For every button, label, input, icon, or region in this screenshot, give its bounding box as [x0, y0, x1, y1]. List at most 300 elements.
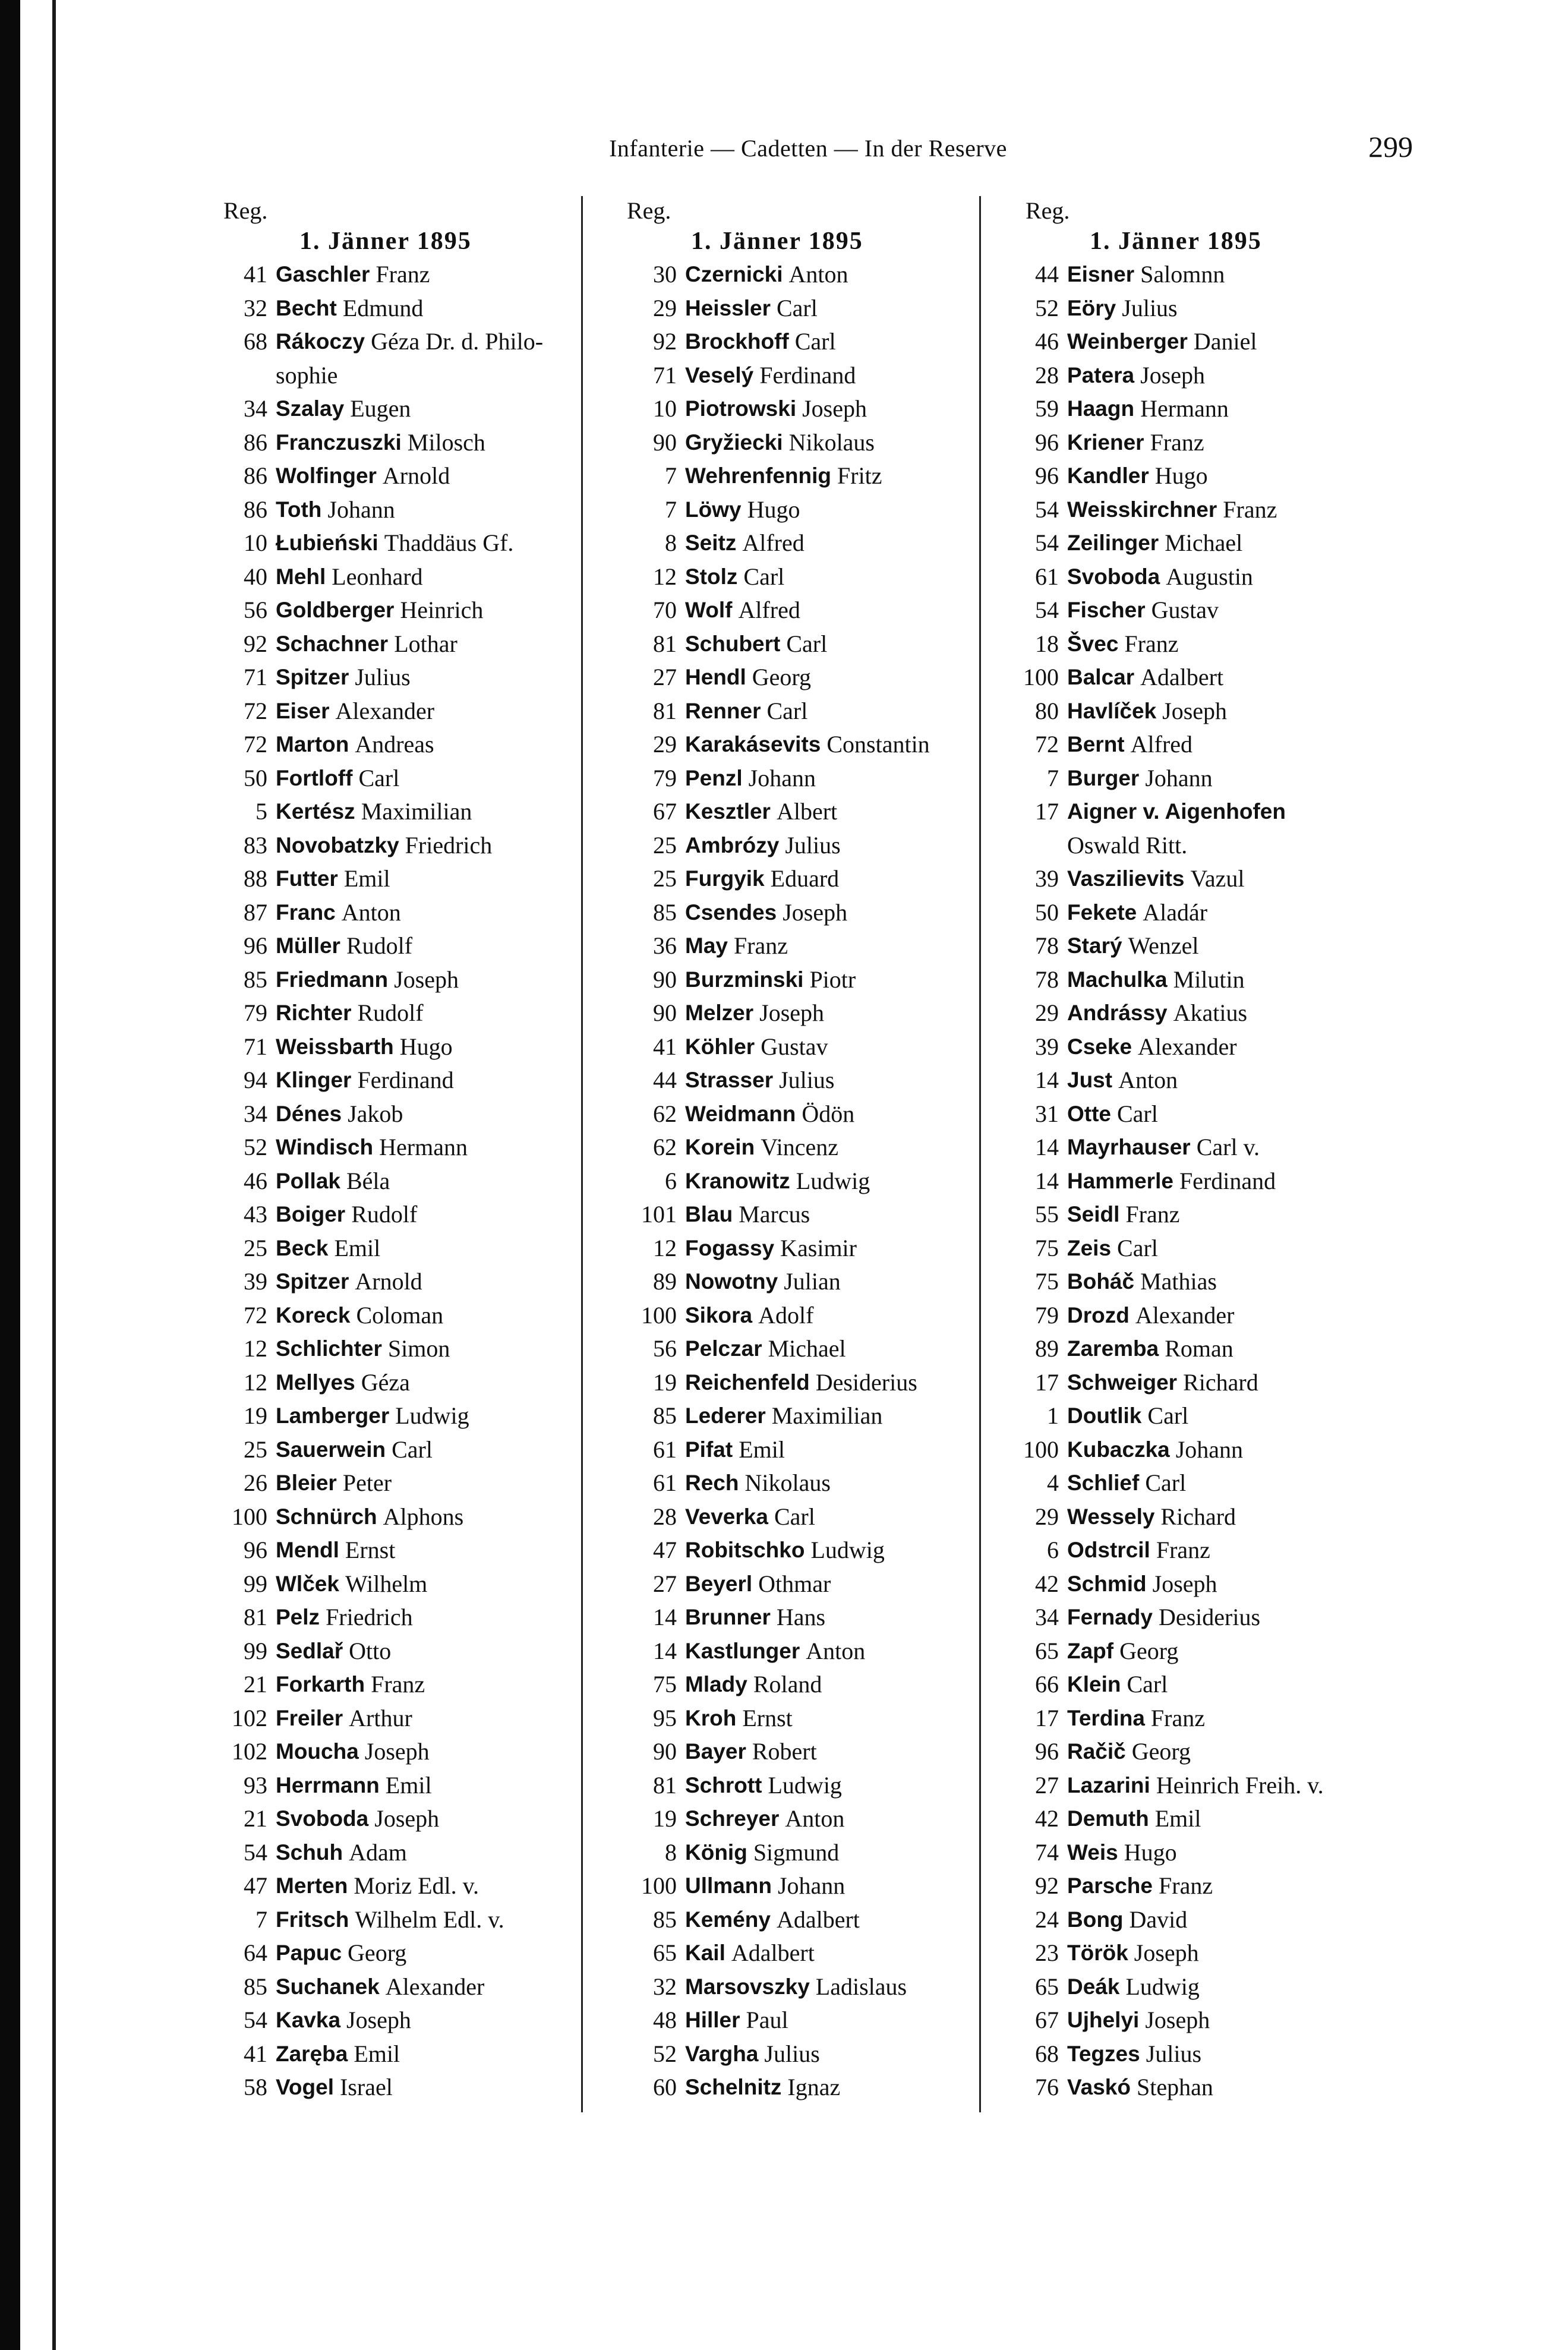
given-name: Friedrich: [326, 1604, 413, 1630]
given-name: Joseph: [1140, 361, 1206, 389]
cadet-entry: [620, 1567, 989, 1601]
given-name: Johann: [1145, 764, 1213, 791]
surname: Koreck: [276, 1302, 351, 1327]
regiment-number: 90: [653, 1738, 677, 1765]
given-name: Julius: [764, 2040, 820, 2067]
regiment-number: 96: [1035, 1738, 1059, 1765]
cadet-entry: [189, 1903, 605, 1937]
cadet-entry: [1018, 1702, 1434, 1736]
cadet-entry: [1018, 560, 1434, 594]
given-name: Julius: [1146, 2040, 1202, 2067]
surname: Zaremba: [1067, 1336, 1159, 1361]
surname: Strasser: [685, 1068, 774, 1092]
surname: Friedmann: [276, 967, 389, 992]
surname: Ujhelyi: [1067, 2008, 1140, 2032]
surname: Burger: [1067, 765, 1140, 790]
given-name: Adalbert: [1140, 664, 1224, 690]
given-name: Coloman: [356, 1301, 444, 1329]
surname: Bayer: [685, 1739, 746, 1764]
given-name: Julius: [1122, 294, 1178, 321]
given-name: Franz: [1223, 496, 1277, 523]
regiment-number: 12: [653, 563, 677, 590]
regiment-number: 29: [653, 294, 677, 321]
surname: Havlíček: [1067, 698, 1157, 723]
regiment-number: 17: [1035, 798, 1059, 825]
regiment-number: 43: [244, 1201, 267, 1228]
given-name: Ludwig: [395, 1402, 469, 1429]
regiment-number: 92: [244, 630, 267, 657]
given-name: Oswald Ritt.: [1067, 831, 1188, 859]
cadet-entry: [189, 896, 605, 930]
regiment-number: 42: [1035, 1805, 1059, 1832]
cadet-entry: [189, 627, 605, 661]
cadet-entry: [620, 1064, 989, 1097]
regiment-number: 66: [1035, 1671, 1059, 1698]
regiment-number: 81: [244, 1604, 267, 1630]
cadet-entry: [620, 1802, 989, 1836]
regiment-number: 8: [665, 529, 677, 556]
regiment-number: 31: [1035, 1100, 1059, 1127]
surname: Schnürch: [276, 1504, 377, 1529]
regiment-number: 90: [653, 999, 677, 1026]
regiment-number: 96: [244, 1537, 267, 1563]
given-name: Marcus: [739, 1201, 810, 1228]
cadet-entry: [1018, 762, 1434, 796]
cadet-entry: [1018, 1534, 1434, 1567]
surname: Marton: [276, 732, 349, 756]
cadet-entry: [1018, 325, 1434, 359]
regiment-number: 76: [1035, 2074, 1059, 2100]
regiment-number: 62: [653, 1100, 677, 1127]
given-name: Desiderius: [1158, 1604, 1261, 1630]
cadet-entry: [189, 325, 605, 359]
given-name: Hans: [776, 1604, 826, 1630]
surname: Drozd: [1067, 1302, 1130, 1327]
regiment-number: 95: [653, 1704, 677, 1731]
surname: Goldberger: [276, 598, 395, 622]
regiment-number: 85: [244, 966, 267, 993]
cadet-entry: [1018, 1198, 1434, 1232]
cadet-entry: [189, 963, 605, 997]
cadet-entry: [620, 459, 989, 493]
regiment-number: 41: [653, 1033, 677, 1060]
surname: Richter: [276, 1001, 352, 1025]
cadet-entry: [620, 1836, 989, 1870]
given-name: Carl: [1127, 1671, 1168, 1698]
regiment-number: 12: [244, 1368, 267, 1396]
regiment-number: 85: [653, 1906, 677, 1933]
cadet-entry: [189, 1567, 605, 1601]
cadet-entry: [620, 1869, 989, 1903]
surname: Mellyes: [276, 1370, 355, 1395]
given-name: Lothar: [394, 630, 458, 657]
surname: Parsche: [1067, 1873, 1153, 1898]
regiment-number: 101: [641, 1201, 677, 1228]
surname: Csendes: [685, 900, 777, 925]
regiment-number: 29: [653, 731, 677, 758]
cadet-entry: [189, 1466, 605, 1500]
cadet-entry: [1018, 1030, 1434, 1064]
cadet-entry: [620, 1936, 989, 1970]
surname: Sikora: [685, 1302, 753, 1327]
given-name: Franz: [1150, 1704, 1205, 1731]
regiment-number: 68: [244, 328, 267, 355]
cadet-entry: [620, 493, 989, 527]
cadet-entry: [620, 996, 989, 1030]
given-name: Desiderius: [815, 1368, 917, 1396]
cadet-list: [1018, 258, 1434, 2105]
surname: Weissbarth: [276, 1034, 394, 1059]
given-name: Simon: [387, 1335, 450, 1362]
surname: Aigner v. Aigenhofen: [1067, 799, 1286, 824]
cadet-entry: [620, 2004, 989, 2037]
cadet-entry: [620, 1232, 989, 1266]
cadet-entry: [189, 1265, 605, 1299]
cadet-entry: [1018, 996, 1434, 1030]
given-name: Ludwig: [1125, 1973, 1200, 2000]
given-name: Carl: [786, 630, 828, 657]
cadet-entry: [620, 627, 989, 661]
regiment-number: 102: [232, 1738, 267, 1765]
regiment-number: 81: [653, 1771, 677, 1799]
given-name: Georg: [348, 1939, 407, 1966]
regiment-number: 42: [1035, 1570, 1059, 1597]
cadet-entry: [189, 695, 605, 728]
given-name: Joseph: [1152, 1570, 1217, 1597]
surname: Czernicki: [685, 262, 783, 286]
cadet-entry: [189, 1500, 605, 1534]
cadet-entry: [189, 526, 605, 560]
cadet-entry: [1018, 258, 1434, 292]
surname: Eiser: [276, 698, 330, 723]
surname: Franc: [276, 900, 336, 925]
given-name: Franz: [371, 1671, 425, 1698]
cadet-entry: [1018, 1165, 1434, 1198]
given-name: Carl: [392, 1436, 433, 1463]
regiment-number: 44: [1035, 261, 1059, 288]
given-name: Milutin: [1173, 966, 1245, 993]
cadet-entry: [620, 1466, 989, 1500]
given-name: Nikolaus: [744, 1469, 831, 1496]
given-name: Franz: [376, 261, 430, 288]
regiment-number: 79: [1035, 1301, 1059, 1329]
surname: Rech: [685, 1471, 739, 1495]
cadet-entry: [1018, 1601, 1434, 1635]
regiment-number: 86: [244, 496, 267, 523]
cadet-entry: [620, 728, 989, 762]
cadet-entry: [620, 929, 989, 963]
cadet-entry: [1018, 1836, 1434, 1870]
cadet-entry: [1018, 459, 1434, 493]
given-name: Paul: [746, 2007, 788, 2033]
cadet-entry: [189, 1802, 605, 1836]
given-name: Albert: [776, 798, 838, 825]
surname: Ullmann: [685, 1873, 772, 1898]
cadet-entry: [1018, 627, 1434, 661]
cadet-entry: [189, 1165, 605, 1198]
cadet-entry: [620, 1030, 989, 1064]
surname: Schreyer: [685, 1806, 780, 1831]
cadet-entry: [1018, 594, 1434, 627]
cadet-entry: [1018, 1668, 1434, 1702]
given-name: Eduard: [770, 865, 840, 892]
given-name: Alphons: [383, 1503, 464, 1530]
regiment-number: 59: [1035, 395, 1059, 422]
regiment-number: 67: [653, 798, 677, 825]
surname: Demuth: [1067, 1806, 1149, 1831]
cadet-entry: [620, 258, 989, 292]
given-name: Ludwig: [810, 1537, 885, 1563]
surname: Mehl: [276, 564, 326, 589]
surname: Schubert: [685, 631, 781, 656]
given-name: Béla: [346, 1167, 390, 1194]
regiment-number: 56: [653, 1335, 677, 1362]
cadet-entry: [620, 795, 989, 829]
regiment-number: 7: [665, 496, 677, 523]
regiment-number: 60: [653, 2074, 677, 2100]
surname: Heissler: [685, 295, 771, 320]
given-name: Franz: [1125, 1201, 1180, 1228]
regiment-number: 41: [244, 261, 267, 288]
regiment-number: 78: [1035, 966, 1059, 993]
given-name: Hugo: [1154, 462, 1208, 489]
cadet-entry: [620, 1165, 989, 1198]
given-name: Robert: [752, 1738, 817, 1765]
cadet-entry: [1018, 493, 1434, 527]
running-header: Infanterie — Cadetten — In der Reserve: [609, 135, 1007, 162]
surname: Hiller: [685, 2008, 740, 2032]
given-name: Salomnn: [1140, 261, 1225, 288]
given-name: Anton: [806, 1637, 866, 1664]
regiment-number: 100: [641, 1301, 677, 1329]
given-name: Carl: [1145, 1469, 1187, 1496]
regiment-number: 27: [1035, 1771, 1059, 1799]
regiment-number: 72: [244, 697, 267, 724]
cadet-entry: [1018, 1433, 1434, 1467]
surname: Kertész: [276, 799, 355, 824]
given-name: Thaddäus Gf.: [384, 529, 514, 556]
surname: Marsovszky: [685, 1974, 810, 1999]
regiment-number: 79: [244, 999, 267, 1026]
surname: Sedlař: [276, 1638, 343, 1663]
given-name: Andreas: [355, 731, 434, 758]
surname: Renner: [685, 698, 761, 723]
surname: Merten: [276, 1873, 348, 1898]
regiment-number: 85: [653, 898, 677, 926]
surname: Brunner: [685, 1605, 771, 1629]
cadet-entry: [620, 1097, 989, 1131]
surname: Svoboda: [1067, 564, 1160, 589]
surname: Mendl: [276, 1538, 339, 1562]
regiment-number: 99: [244, 1637, 267, 1664]
regiment-number: 26: [244, 1469, 267, 1496]
given-name: Arnold: [382, 462, 450, 489]
reg-label: Reg.: [1026, 197, 1070, 224]
given-name: Adam: [349, 1838, 407, 1866]
given-name: Julius: [785, 831, 841, 859]
cadet-entry: [620, 594, 989, 627]
given-name: Carl: [358, 764, 400, 791]
cadet-entry: [620, 2037, 989, 2071]
cadet-entry: [189, 426, 605, 460]
cadet-entry: [189, 1332, 605, 1366]
surname: Otte: [1067, 1101, 1111, 1126]
regiment-number: 71: [244, 1033, 267, 1060]
cadet-entry: [189, 1970, 605, 2004]
cadet-entry: [1018, 359, 1434, 393]
cadet-entry: [189, 359, 605, 393]
regiment-number: 100: [232, 1503, 267, 1530]
column-divider: [581, 196, 583, 2112]
given-name: Ignaz: [787, 2074, 841, 2100]
given-name: Friedrich: [405, 831, 493, 859]
regiment-number: 25: [244, 1436, 267, 1463]
cadet-entry: [1018, 426, 1434, 460]
regiment-number: 96: [1035, 462, 1059, 489]
surname: Zapf: [1067, 1638, 1114, 1663]
given-name: Roland: [753, 1671, 822, 1698]
regiment-number: 39: [1035, 1033, 1059, 1060]
surname: Windisch: [276, 1135, 374, 1159]
surname: Haagn: [1067, 396, 1135, 421]
given-name: Joseph: [394, 966, 459, 993]
given-name: Michael: [1165, 529, 1243, 556]
cadet-entry: [189, 1198, 605, 1232]
given-name: Alfred: [1130, 731, 1193, 758]
surname: Korein: [685, 1135, 755, 1159]
given-name: Adalbert: [731, 1939, 815, 1966]
given-name: Carl: [794, 328, 836, 355]
surname: Deák: [1067, 1974, 1120, 1999]
regiment-number: 100: [1023, 1436, 1059, 1463]
given-name: Aladár: [1143, 898, 1208, 926]
cadet-entry: [1018, 1936, 1434, 1970]
regiment-number: 90: [653, 428, 677, 456]
surname: Kesztler: [685, 799, 771, 824]
surname: Gryžiecki: [685, 430, 783, 455]
cadet-entry: [1018, 695, 1434, 728]
cadet-entry: [620, 325, 989, 359]
given-name: Alexander: [385, 1973, 485, 2000]
surname: Schachner: [276, 631, 389, 656]
given-name: Richard: [1183, 1368, 1258, 1396]
regiment-number: 14: [653, 1637, 677, 1664]
regiment-number: 17: [1035, 1368, 1059, 1396]
cadet-entry: [620, 1735, 989, 1769]
given-name: Johann: [748, 764, 816, 791]
surname: Terdina: [1067, 1705, 1145, 1730]
surname: Kastlunger: [685, 1638, 800, 1663]
cadet-entry: [189, 795, 605, 829]
surname: Weidmann: [685, 1101, 796, 1126]
surname: Fogassy: [685, 1235, 775, 1260]
regiment-number: 39: [244, 1268, 267, 1295]
cadet-entry: [189, 258, 605, 292]
surname: Franczuszki: [276, 430, 402, 455]
cadet-entry: [189, 2037, 605, 2071]
regiment-number: 52: [653, 2040, 677, 2067]
cadet-entry: [189, 762, 605, 796]
given-name: Heinrich: [400, 597, 484, 623]
regiment-number: 93: [244, 1771, 267, 1799]
regiment-number: 27: [653, 1570, 677, 1597]
regiment-number: 92: [653, 328, 677, 355]
cadet-entry: [620, 1366, 989, 1400]
regiment-number: 23: [1035, 1939, 1059, 1966]
surname: Pelz: [276, 1605, 320, 1629]
surname: Łubieński: [276, 531, 378, 555]
surname: Cseke: [1067, 1034, 1132, 1059]
surname: Dénes: [276, 1101, 342, 1126]
surname: Brockhoff: [685, 329, 789, 354]
surname: Pifat: [685, 1437, 733, 1462]
given-name: Richard: [1160, 1503, 1236, 1530]
given-name: Othmar: [758, 1570, 831, 1597]
regiment-number: 68: [1035, 2040, 1059, 2067]
cadet-entry: [189, 829, 605, 863]
surname: Rákoczy: [276, 329, 365, 354]
regiment-number: 61: [653, 1469, 677, 1496]
regiment-number: 74: [1035, 1838, 1059, 1866]
given-name: Eugen: [350, 395, 411, 422]
cadet-entry: [1018, 1366, 1434, 1400]
cadet-entry: [189, 2004, 605, 2037]
regiment-number: 81: [653, 630, 677, 657]
regiment-number: 50: [244, 764, 267, 791]
cadet-entry: [1018, 392, 1434, 426]
given-name: Hugo: [399, 1033, 453, 1060]
cadet-entry: [189, 862, 605, 896]
regiment-number: 50: [1035, 898, 1059, 926]
cadet-entry: [1018, 1332, 1434, 1366]
regiment-number: 54: [1035, 496, 1059, 523]
given-name: Emil: [1154, 1805, 1201, 1832]
given-name: Adalbert: [776, 1906, 860, 1933]
cadet-entry: [189, 1735, 605, 1769]
cadet-entry: [620, 1534, 989, 1567]
given-name: Joseph: [1162, 697, 1228, 724]
cadet-entry: [1018, 1097, 1434, 1131]
scan-border: [0, 0, 20, 2350]
surname: Hendl: [685, 665, 746, 689]
surname: Papuc: [276, 1941, 342, 1965]
cadet-entry: [1018, 1635, 1434, 1668]
regiment-number: 1: [1047, 1402, 1059, 1429]
surname: Kail: [685, 1941, 725, 1965]
given-name: Emil: [739, 1436, 785, 1463]
cadet-entry: [189, 292, 605, 326]
surname: Karakásevits: [685, 732, 821, 756]
cadet-entry: [620, 359, 989, 393]
cadet-entry: [620, 2071, 989, 2105]
given-name: Hermann: [379, 1134, 468, 1160]
regiment-number: 54: [244, 2007, 267, 2033]
cadet-entry: [1018, 292, 1434, 326]
regiment-number: 67: [1035, 2007, 1059, 2033]
regiment-number: 25: [653, 831, 677, 859]
surname: Vogel: [276, 2075, 334, 2099]
regiment-number: 47: [653, 1537, 677, 1563]
given-name: Georg: [752, 664, 812, 690]
given-name: Carl: [774, 1503, 815, 1530]
regiment-number: 75: [1035, 1268, 1059, 1295]
regiment-number: 96: [1035, 428, 1059, 456]
regiment-number: 92: [1035, 1872, 1059, 1899]
regiment-number: 5: [255, 798, 267, 825]
cadet-entry: [620, 292, 989, 326]
given-name: Julian: [784, 1268, 841, 1295]
regiment-number: 32: [653, 1973, 677, 2000]
